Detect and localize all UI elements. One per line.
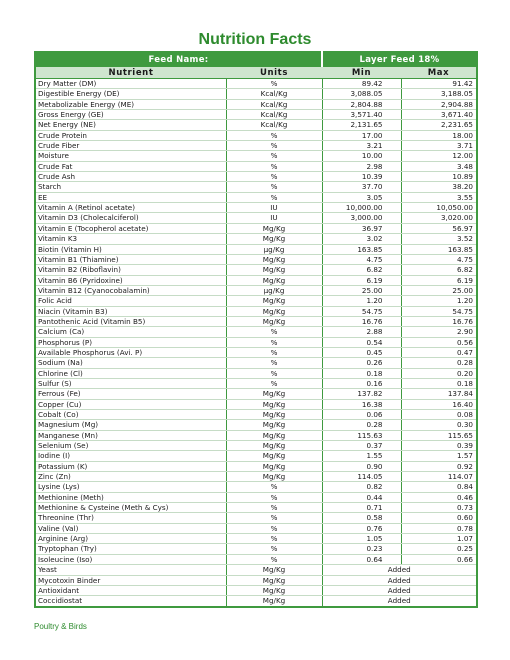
table-row xyxy=(35,410,477,420)
table-row xyxy=(35,430,477,440)
col-min: Min xyxy=(322,67,401,79)
nutrient-min: 0.71 xyxy=(322,503,401,513)
nutrient-name: Magnesium (Mg) xyxy=(35,420,226,430)
nutrient-name: Valine (Val) xyxy=(35,523,226,533)
nutrient-unit: % xyxy=(226,327,322,337)
nutrient-name: Zinc (Zn) xyxy=(35,472,226,482)
nutrient-max: 0.20 xyxy=(401,368,477,378)
table-row xyxy=(35,378,477,388)
nutrient-name: Potassium (K) xyxy=(35,461,226,471)
nutrient-max: 0.78 xyxy=(401,523,477,533)
nutrient-min: 0.06 xyxy=(322,410,401,420)
nutrient-unit: Kcal/Kg xyxy=(226,110,322,120)
nutrient-min: 0.45 xyxy=(322,347,401,357)
additive-unit: Mg/Kg xyxy=(226,585,322,595)
nutrient-unit: % xyxy=(226,534,322,544)
table-row xyxy=(35,358,477,368)
nutrient-max: 0.92 xyxy=(401,461,477,471)
nutrient-name: EE xyxy=(35,192,226,202)
nutrient-unit: Kcal/Kg xyxy=(226,99,322,109)
nutrient-unit: % xyxy=(226,79,322,89)
nutrient-min: 3.02 xyxy=(322,234,401,244)
nutrient-min: 163.85 xyxy=(322,244,401,254)
table-row xyxy=(35,492,477,502)
nutrient-name: Lysine (Lys) xyxy=(35,482,226,492)
nutrient-min: 0.58 xyxy=(322,513,401,523)
nutrient-unit: µg/Kg xyxy=(226,285,322,295)
nutrient-min: 3.05 xyxy=(322,192,401,202)
table-row xyxy=(35,244,477,254)
col-nutrient: Nutrient xyxy=(35,67,226,79)
nutrient-min: 0.37 xyxy=(322,441,401,451)
table-row xyxy=(35,223,477,233)
nutrient-unit: % xyxy=(226,192,322,202)
nutrient-max: 3.55 xyxy=(401,192,477,202)
nutrient-max: 137.84 xyxy=(401,389,477,399)
additive-name: Antioxidant xyxy=(35,585,226,595)
nutrient-unit: % xyxy=(226,544,322,554)
nutrient-min: 3.21 xyxy=(322,141,401,151)
nutrient-name: Biotin (Vitamin H) xyxy=(35,244,226,254)
nutrient-name: Vitamin B1 (Thiamine) xyxy=(35,254,226,264)
nutrient-max: 0.56 xyxy=(401,337,477,347)
nutrient-unit: % xyxy=(226,151,322,161)
additive-name: Mycotoxin Binder xyxy=(35,575,226,585)
nutrient-name: Vitamin D3 (Cholecalciferol) xyxy=(35,213,226,223)
nutrient-unit: % xyxy=(226,523,322,533)
nutrient-max: 1.20 xyxy=(401,296,477,306)
nutrient-name: Isoleucine (Iso) xyxy=(35,554,226,564)
table-row xyxy=(35,141,477,151)
nutrient-max: 2,231.65 xyxy=(401,120,477,130)
additive-name: Coccidiostat xyxy=(35,596,226,607)
nutrition-table xyxy=(34,51,478,608)
nutrient-unit: % xyxy=(226,482,322,492)
nutrient-max: 3.71 xyxy=(401,141,477,151)
nutrient-min: 6.82 xyxy=(322,265,401,275)
nutrient-unit: % xyxy=(226,378,322,388)
nutrient-min: 1.55 xyxy=(322,451,401,461)
nutrient-min: 37.70 xyxy=(322,182,401,192)
table-row xyxy=(35,534,477,544)
nutrient-name: Net Energy (NE) xyxy=(35,120,226,130)
nutrient-unit: % xyxy=(226,513,322,523)
nutrient-max: 0.39 xyxy=(401,441,477,451)
nutrient-max: 2.90 xyxy=(401,327,477,337)
nutrient-min: 115.63 xyxy=(322,430,401,440)
table-row xyxy=(35,130,477,140)
nutrient-unit: Mg/Kg xyxy=(226,223,322,233)
nutrient-min: 0.44 xyxy=(322,492,401,502)
table-row xyxy=(35,399,477,409)
nutrient-name: Dry Matter (DM) xyxy=(35,79,226,89)
nutrient-name: Vitamin A (Retinol acetate) xyxy=(35,203,226,213)
nutrient-name: Tryptophan (Try) xyxy=(35,544,226,554)
nutrient-unit: % xyxy=(226,337,322,347)
nutrient-unit: Mg/Kg xyxy=(226,451,322,461)
nutrient-max: 0.66 xyxy=(401,554,477,564)
col-units: Units xyxy=(226,67,322,79)
nutrient-min: 4.75 xyxy=(322,254,401,264)
nutrient-name: Calcium (Ca) xyxy=(35,327,226,337)
table-row xyxy=(35,110,477,120)
nutrient-name: Sodium (Na) xyxy=(35,358,226,368)
nutrient-unit: Mg/Kg xyxy=(226,316,322,326)
nutrient-max: 0.84 xyxy=(401,482,477,492)
nutrient-name: Cobalt (Co) xyxy=(35,410,226,420)
nutrient-min: 0.16 xyxy=(322,378,401,388)
nutrient-min: 3,000.00 xyxy=(322,213,401,223)
table-row xyxy=(35,482,477,492)
nutrient-name: Niacin (Vitamin B3) xyxy=(35,306,226,316)
nutrient-max: 3.48 xyxy=(401,161,477,171)
nutrient-name: Arginine (Arg) xyxy=(35,534,226,544)
nutrient-unit: Mg/Kg xyxy=(226,472,322,482)
nutrient-min: 0.23 xyxy=(322,544,401,554)
nutrient-name: Copper (Cu) xyxy=(35,399,226,409)
nutrient-max: 38.20 xyxy=(401,182,477,192)
table-row xyxy=(35,347,477,357)
nutrient-min: 2,131.65 xyxy=(322,120,401,130)
nutrient-name: Vitamin K3 xyxy=(35,234,226,244)
nutrient-min: 3,571.40 xyxy=(322,110,401,120)
nutrient-unit: Mg/Kg xyxy=(226,275,322,285)
nutrient-max: 0.30 xyxy=(401,420,477,430)
feed-header-row xyxy=(35,52,477,67)
nutrient-max: 0.73 xyxy=(401,503,477,513)
nutrient-name: Methionine & Cysteine (Meth & Cys) xyxy=(35,503,226,513)
nutrient-unit: µg/Kg xyxy=(226,244,322,254)
table-row xyxy=(35,161,477,171)
additive-unit: Mg/Kg xyxy=(226,575,322,585)
column-header-row xyxy=(35,67,477,79)
table-row xyxy=(35,441,477,451)
nutrient-max: 3.52 xyxy=(401,234,477,244)
col-max: Max xyxy=(401,67,477,79)
feed-name-label: Feed Name: xyxy=(35,52,322,67)
nutrient-min: 114.05 xyxy=(322,472,401,482)
additive-status: Added xyxy=(322,596,477,607)
nutrient-unit: Mg/Kg xyxy=(226,430,322,440)
additive-status: Added xyxy=(322,575,477,585)
nutrient-max: 6.19 xyxy=(401,275,477,285)
footer-text: Poultry & Birds xyxy=(34,622,87,631)
nutrient-name: Crude Fiber xyxy=(35,141,226,151)
nutrient-name: Ferrous (Fe) xyxy=(35,389,226,399)
nutrient-min: 1.05 xyxy=(322,534,401,544)
table-row xyxy=(35,389,477,399)
nutrient-name: Vitamin B2 (Riboflavin) xyxy=(35,265,226,275)
nutrient-unit: Mg/Kg xyxy=(226,420,322,430)
nutrient-name: Pantothenic Acid (Vitamin B5) xyxy=(35,316,226,326)
nutrient-unit: Mg/Kg xyxy=(226,410,322,420)
nutrient-max: 114.07 xyxy=(401,472,477,482)
nutrient-name: Sulfur (S) xyxy=(35,378,226,388)
table-row xyxy=(35,192,477,202)
nutrient-max: 6.82 xyxy=(401,265,477,275)
nutrient-min: 16.76 xyxy=(322,316,401,326)
nutrient-min: 16.38 xyxy=(322,399,401,409)
nutrient-name: Manganese (Mn) xyxy=(35,430,226,440)
nutrient-name: Crude Ash xyxy=(35,172,226,182)
additive-status: Added xyxy=(322,585,477,595)
nutrient-max: 25.00 xyxy=(401,285,477,295)
nutrient-unit: Mg/Kg xyxy=(226,399,322,409)
nutrient-name: Methionine (Meth) xyxy=(35,492,226,502)
nutrient-name: Digestible Energy (DE) xyxy=(35,89,226,99)
nutrient-max: 3,188.05 xyxy=(401,89,477,99)
nutrient-min: 0.64 xyxy=(322,554,401,564)
nutrient-max: 54.75 xyxy=(401,306,477,316)
table-row xyxy=(35,306,477,316)
table-row xyxy=(35,316,477,326)
nutrient-name: Threonine (Thr) xyxy=(35,513,226,523)
table-row xyxy=(35,234,477,244)
nutrient-max: 0.18 xyxy=(401,378,477,388)
nutrient-min: 17.00 xyxy=(322,130,401,140)
nutrient-max: 10.89 xyxy=(401,172,477,182)
nutrient-unit: Kcal/Kg xyxy=(226,89,322,99)
nutrient-unit: Mg/Kg xyxy=(226,254,322,264)
table-row xyxy=(35,79,477,89)
nutrient-name: Metabolizable Energy (ME) xyxy=(35,99,226,109)
nutrient-unit: % xyxy=(226,358,322,368)
nutrient-max: 4.75 xyxy=(401,254,477,264)
table-row xyxy=(35,151,477,161)
additive-row xyxy=(35,585,477,595)
nutrient-max: 0.47 xyxy=(401,347,477,357)
nutrient-min: 2.88 xyxy=(322,327,401,337)
nutrient-name: Vitamin B6 (Pyridoxine) xyxy=(35,275,226,285)
table-row xyxy=(35,265,477,275)
nutrient-max: 3,671.40 xyxy=(401,110,477,120)
nutrient-max: 0.08 xyxy=(401,410,477,420)
nutrient-min: 2,804.88 xyxy=(322,99,401,109)
nutrient-unit: Kcal/Kg xyxy=(226,120,322,130)
table-row xyxy=(35,120,477,130)
nutrient-unit: Mg/Kg xyxy=(226,234,322,244)
table-row xyxy=(35,172,477,182)
nutrient-min: 0.82 xyxy=(322,482,401,492)
table-row xyxy=(35,503,477,513)
nutrient-unit: % xyxy=(226,503,322,513)
nutrient-unit: Mg/Kg xyxy=(226,441,322,451)
nutrient-unit: Mg/Kg xyxy=(226,296,322,306)
nutrient-name: Chlorine (Cl) xyxy=(35,368,226,378)
nutrient-max: 10,050.00 xyxy=(401,203,477,213)
nutrient-unit: % xyxy=(226,368,322,378)
table-row xyxy=(35,420,477,430)
nutrient-unit: % xyxy=(226,347,322,357)
nutrient-unit: Mg/Kg xyxy=(226,265,322,275)
nutrient-name: Crude Protein xyxy=(35,130,226,140)
nutrient-name: Iodine (I) xyxy=(35,451,226,461)
nutrient-max: 2,904.88 xyxy=(401,99,477,109)
nutrient-min: 36.97 xyxy=(322,223,401,233)
nutrient-min: 0.28 xyxy=(322,420,401,430)
nutrient-max: 3,020.00 xyxy=(401,213,477,223)
table-row xyxy=(35,368,477,378)
nutrient-max: 0.28 xyxy=(401,358,477,368)
nutrient-name: Moisture xyxy=(35,151,226,161)
table-row xyxy=(35,99,477,109)
nutrient-min: 0.76 xyxy=(322,523,401,533)
table-row xyxy=(35,523,477,533)
nutrient-unit: % xyxy=(226,554,322,564)
nutrient-min: 10,000.00 xyxy=(322,203,401,213)
nutrient-min: 54.75 xyxy=(322,306,401,316)
nutrient-max: 163.85 xyxy=(401,244,477,254)
nutrient-max: 0.60 xyxy=(401,513,477,523)
nutrient-min: 0.90 xyxy=(322,461,401,471)
nutrient-min: 10.00 xyxy=(322,151,401,161)
table-row xyxy=(35,89,477,99)
table-row xyxy=(35,327,477,337)
nutrient-min: 10.39 xyxy=(322,172,401,182)
nutrient-min: 6.19 xyxy=(322,275,401,285)
nutrient-min: 2.98 xyxy=(322,161,401,171)
nutrient-name: Starch xyxy=(35,182,226,192)
nutrient-name: Folic Acid xyxy=(35,296,226,306)
nutrient-max: 0.25 xyxy=(401,544,477,554)
additive-unit: Mg/Kg xyxy=(226,596,322,607)
nutrient-max: 16.76 xyxy=(401,316,477,326)
additive-row xyxy=(35,575,477,585)
table-row xyxy=(35,513,477,523)
nutrient-unit: % xyxy=(226,130,322,140)
nutrient-rows xyxy=(35,79,477,607)
nutrient-max: 0.46 xyxy=(401,492,477,502)
nutrient-name: Phosphorus (P) xyxy=(35,337,226,347)
nutrient-min: 0.18 xyxy=(322,368,401,378)
table-row xyxy=(35,182,477,192)
nutrient-min: 0.54 xyxy=(322,337,401,347)
table-row xyxy=(35,461,477,471)
additive-name: Yeast xyxy=(35,565,226,575)
nutrient-unit: Mg/Kg xyxy=(226,461,322,471)
nutrient-max: 18.00 xyxy=(401,130,477,140)
nutrient-unit: % xyxy=(226,141,322,151)
nutrient-max: 115.65 xyxy=(401,430,477,440)
feed-name-value: Layer Feed 18% xyxy=(322,52,477,67)
nutrient-unit: % xyxy=(226,161,322,171)
nutrient-unit: Mg/Kg xyxy=(226,306,322,316)
nutrient-max: 16.40 xyxy=(401,399,477,409)
nutrient-name: Available Phosphorus (Avi. P) xyxy=(35,347,226,357)
nutrient-max: 91.42 xyxy=(401,79,477,89)
nutrient-unit: IU xyxy=(226,213,322,223)
table-row xyxy=(35,275,477,285)
nutrient-min: 89.42 xyxy=(322,79,401,89)
nutrient-max: 56.97 xyxy=(401,223,477,233)
nutrient-max: 1.07 xyxy=(401,534,477,544)
table-row xyxy=(35,337,477,347)
table-row xyxy=(35,296,477,306)
nutrient-name: Gross Energy (GE) xyxy=(35,110,226,120)
additive-row xyxy=(35,565,477,575)
additive-row xyxy=(35,596,477,607)
table-row xyxy=(35,213,477,223)
nutrient-name: Crude Fat xyxy=(35,161,226,171)
table-row xyxy=(35,203,477,213)
nutrient-max: 1.57 xyxy=(401,451,477,461)
nutrient-unit: % xyxy=(226,182,322,192)
table-row xyxy=(35,544,477,554)
table-row xyxy=(35,254,477,264)
nutrient-max: 12.00 xyxy=(401,151,477,161)
nutrient-name: Vitamin E (Tocopherol acetate) xyxy=(35,223,226,233)
table-row xyxy=(35,472,477,482)
nutrient-min: 25.00 xyxy=(322,285,401,295)
nutrient-unit: % xyxy=(226,172,322,182)
nutrient-min: 3,088.05 xyxy=(322,89,401,99)
table-row xyxy=(35,554,477,564)
nutrient-min: 1.20 xyxy=(322,296,401,306)
nutrient-unit: % xyxy=(226,492,322,502)
table-row xyxy=(35,451,477,461)
nutrient-unit: Mg/Kg xyxy=(226,389,322,399)
nutrient-min: 137.82 xyxy=(322,389,401,399)
nutrient-name: Selenium (Se) xyxy=(35,441,226,451)
additive-unit: Mg/Kg xyxy=(226,565,322,575)
nutrient-min: 0.26 xyxy=(322,358,401,368)
nutrient-name: Vitamin B12 (Cyanocobalamin) xyxy=(35,285,226,295)
page-title: Nutrition Facts xyxy=(198,31,312,48)
table-row xyxy=(35,285,477,295)
nutrient-unit: IU xyxy=(226,203,322,213)
additive-status: Added xyxy=(322,565,477,575)
